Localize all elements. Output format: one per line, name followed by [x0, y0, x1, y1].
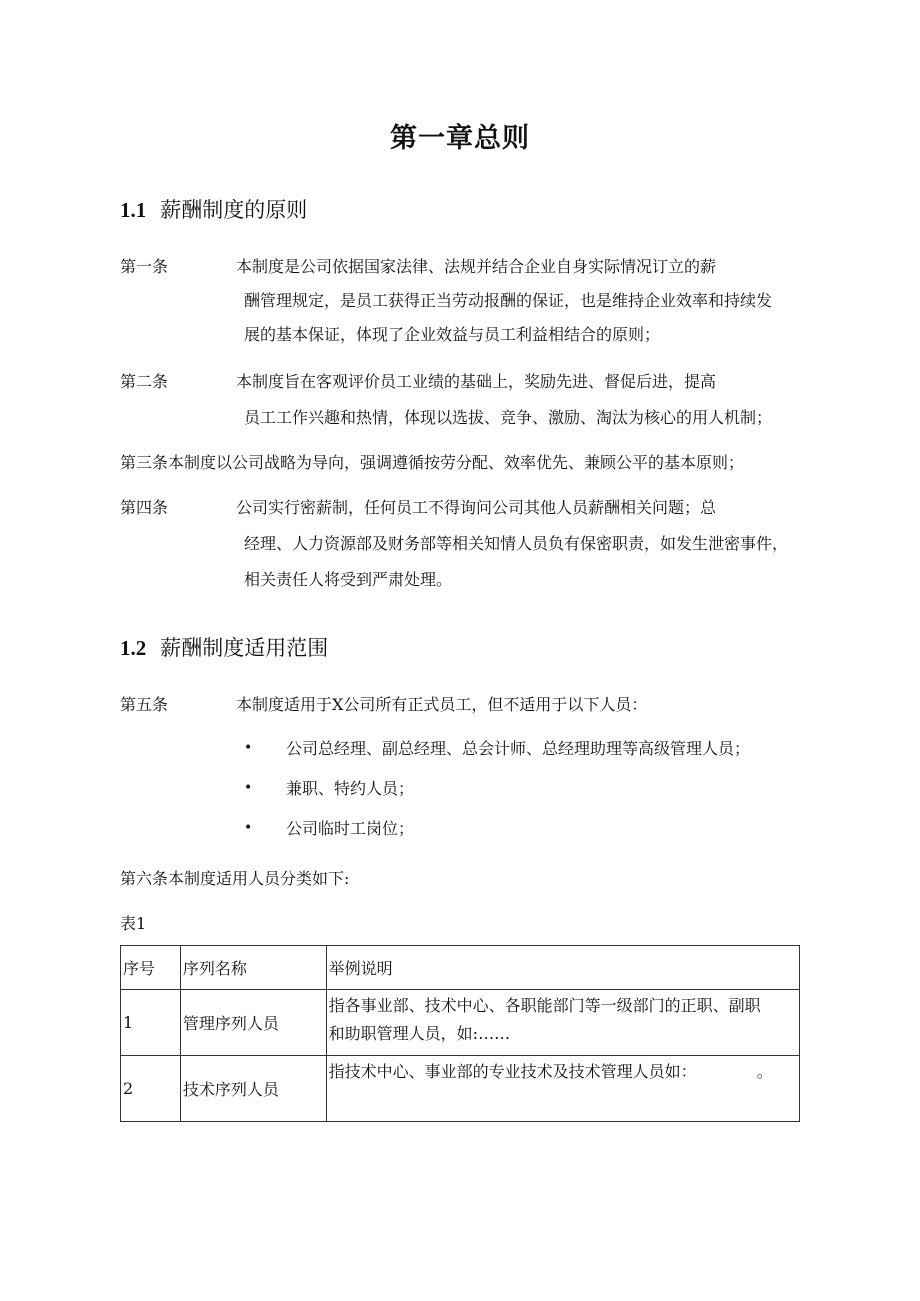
article-text-line: 本制度适用于X公司所有正式员工，但不适用于以下人员： [236, 695, 648, 714]
table-row [121, 1056, 800, 1122]
article-label: 第二条 [120, 372, 169, 391]
article-text-line: 第三条本制度以公司战略为导向，强调遵循按劳分配、效率优先、兼顾公平的基本原则； [120, 453, 745, 472]
page-title: 第一章总则 [390, 123, 530, 154]
table-cell-no: 2 [121, 1056, 181, 1122]
table-caption: 表1 [120, 914, 147, 933]
list-item: 兼职、特约人员； [286, 779, 415, 798]
list-item: 公司总经理、副总经理、总会计师、总经理助理等高级管理人员； [286, 739, 751, 758]
article-text-line: 本制度旨在客观评价员工业绩的基础上，奖励先进、督促后进，提高 [236, 372, 717, 391]
list-item: 公司临时工岗位； [286, 819, 415, 838]
section-heading-1-1 [120, 194, 307, 224]
table-cell-name: 技术序列人员 [180, 1056, 326, 1122]
article-label: 第四条 [120, 498, 169, 517]
section-heading-1-2 [120, 632, 328, 662]
desc-line: 和助职管理人员，如:…… [328, 1024, 511, 1043]
table-header-cell: 序号 [121, 946, 181, 990]
table-cell-desc [326, 990, 799, 1056]
section-title: 薪酬制度的原则 [160, 198, 308, 222]
article-text-line: 公司实行密薪制，任何员工不得询问公司其他人员薪酬相关问题；总 [236, 498, 717, 517]
article-text-line: 酬管理规定，是员工获得正当劳动报酬的保证，也是维持企业效率和持续发 [244, 291, 773, 310]
desc-line: 指技术中心、事业部的专业技术及技术管理人员如： [328, 1062, 689, 1081]
section-title: 薪酬制度适用范围 [160, 636, 329, 660]
article-text-line: 展的基本保证，体现了企业效益与员工利益相结合的原则； [244, 325, 661, 344]
article-text-line: 本制度是公司依据国家法律、法规并结合企业自身实际情况订立的薪 [236, 257, 717, 276]
table-header-row [121, 946, 800, 990]
bullet-icon: • [244, 740, 253, 756]
article-text-line: 第六条本制度适用人员分类如下: [120, 869, 350, 888]
table-header-cell: 序列名称 [180, 946, 326, 990]
table-row [121, 990, 800, 1056]
section-number: 1.1 [120, 198, 147, 222]
bullet-icon: • [244, 820, 253, 836]
article-text-line: 相关责任人将受到严肃处理。 [244, 570, 453, 589]
table-header-cell: 举例说明 [326, 946, 799, 990]
table-cell-name: 管理序列人员 [180, 990, 326, 1056]
section-number: 1.2 [120, 636, 147, 660]
table-cell-desc [326, 1056, 799, 1122]
table-cell-no: 1 [121, 990, 181, 1056]
article-text-line: 经理、人力资源部及财务部等相关知情人员负有保密职责，如发生泄密事件， [244, 534, 789, 553]
desc-line: 。 [756, 1062, 773, 1081]
article-label: 第五条 [120, 695, 169, 714]
article-text-line: 员工工作兴趣和热情，体现以选拔、竞争、激励、淘汰为核心的用人机制； [244, 408, 773, 427]
article-label: 第一条 [120, 257, 169, 276]
bullet-icon: • [244, 780, 253, 796]
staff-classification-table [120, 945, 800, 1122]
desc-line: 指各事业部、技术中心、各职能部门等一级部门的正职、副职 [328, 996, 761, 1015]
